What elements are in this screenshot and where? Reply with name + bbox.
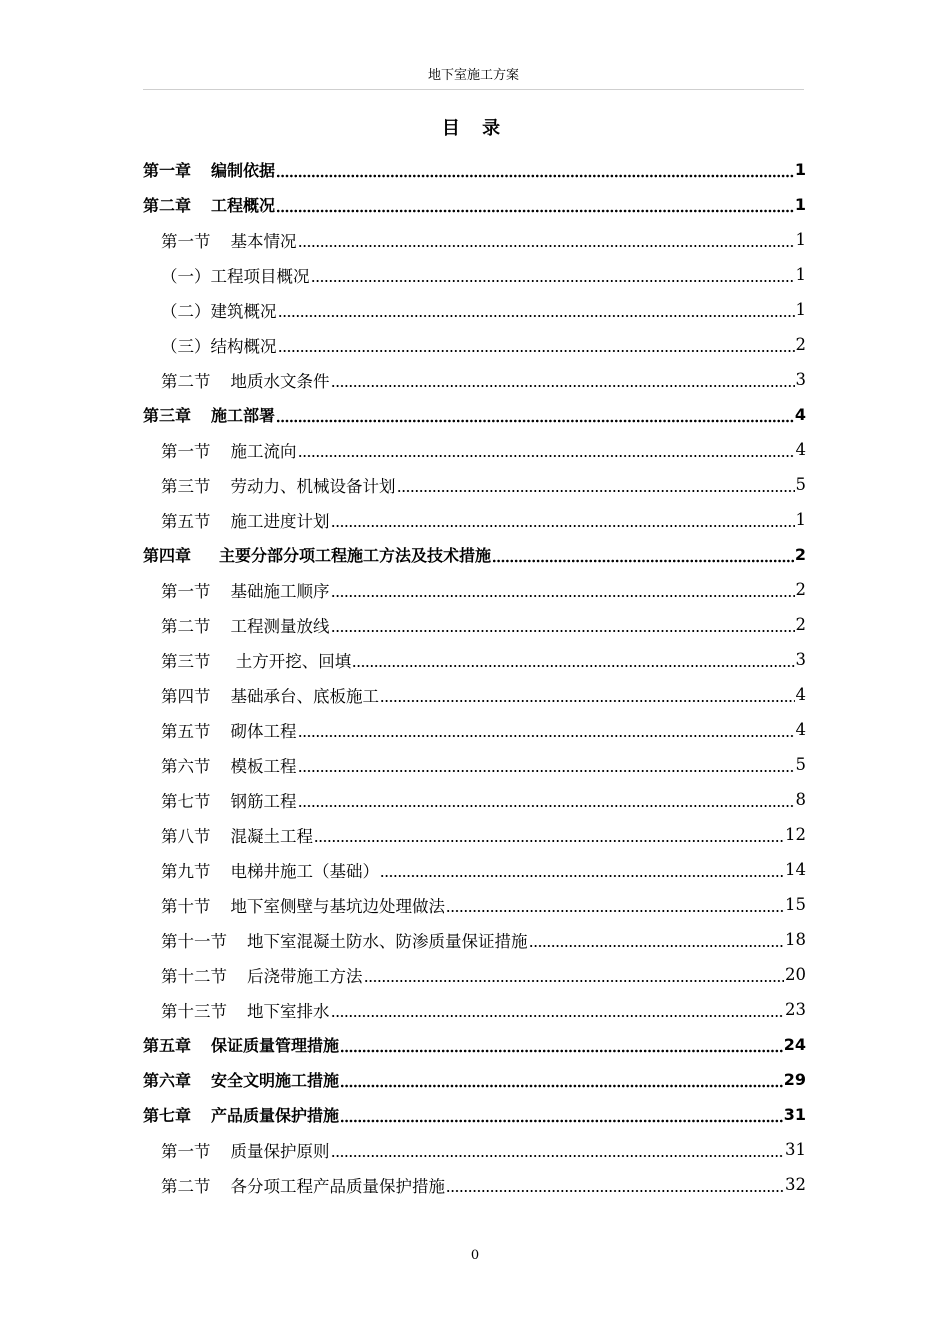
toc-entry-number: 第六章 <box>143 1071 192 1090</box>
toc-entry-label <box>161 1138 330 1162</box>
toc-entry-page: 23 <box>785 1000 806 1019</box>
toc-title: 目 录 <box>441 118 509 139</box>
toc-entry-label <box>143 1068 339 1091</box>
toc-entry[interactable] <box>143 957 806 992</box>
toc-leader-dots <box>340 1105 783 1125</box>
toc-entry-number: 第二节 <box>161 1176 211 1196</box>
toc-entry-label <box>161 263 310 287</box>
toc-entry-number: 第五节 <box>161 511 211 531</box>
toc-entry-text: 基本情况 <box>230 231 297 251</box>
toc-entry-page: 14 <box>785 860 806 879</box>
toc-entry-page: 3 <box>795 370 806 389</box>
toc-entry-number: 第三节 <box>161 476 211 496</box>
toc-entry[interactable] <box>143 432 806 467</box>
toc-leader-dots <box>380 860 784 880</box>
toc-entry[interactable] <box>143 187 806 222</box>
toc-entry-label <box>161 683 379 707</box>
toc-entry-text: 劳动力、机械设备计划 <box>230 476 396 496</box>
toc-entry[interactable] <box>143 257 806 292</box>
toc-leader-dots <box>446 1175 784 1195</box>
toc-leader-dots <box>331 1000 785 1020</box>
toc-entry-label <box>161 718 297 742</box>
toc-leader-dots <box>340 1070 783 1090</box>
toc-entry[interactable] <box>143 397 806 432</box>
toc-entry[interactable] <box>143 537 806 572</box>
toc-entry[interactable] <box>143 502 806 537</box>
toc-entry-label <box>161 893 445 917</box>
toc-entry-text: （三）结构概况 <box>161 336 277 356</box>
toc-entry-label <box>161 473 396 497</box>
toc-entry-text: 主要分部分项工程施工方法及技术措施 <box>219 546 492 565</box>
toc-entry-number: 第三章 <box>143 406 192 425</box>
toc-entry-number: 第四章 <box>143 546 192 565</box>
toc-leader-dots <box>380 685 795 705</box>
toc-entry[interactable] <box>143 292 806 327</box>
toc-entry-label <box>161 753 297 777</box>
toc-entry-label <box>161 928 528 952</box>
toc-entry-page: 4 <box>794 405 806 424</box>
toc-entry-label <box>161 438 297 462</box>
toc-entry-text: 地下室排水 <box>247 1001 330 1021</box>
toc-entry[interactable] <box>143 1062 806 1097</box>
toc-entry-label <box>143 543 491 566</box>
toc-entry-text: 施工流向 <box>230 441 297 461</box>
toc-leader-dots <box>298 755 795 775</box>
toc-entry[interactable] <box>143 747 806 782</box>
toc-entry-number: 第七章 <box>143 1106 192 1125</box>
toc-entry-page: 12 <box>785 825 806 844</box>
toc-leader-dots <box>276 195 794 215</box>
toc-entry-number: 第十二节 <box>161 966 227 986</box>
toc-entry-text: 产品质量保护措施 <box>211 1106 340 1125</box>
toc-leader-dots <box>331 1140 785 1160</box>
toc-entry-number: 第一章 <box>143 161 192 180</box>
toc-leader-dots <box>352 650 794 670</box>
toc-entry-page: 31 <box>783 1105 806 1124</box>
toc-entry-page: 5 <box>795 475 806 494</box>
toc-leader-dots <box>298 790 795 810</box>
toc-entry[interactable] <box>143 642 806 677</box>
toc-leader-dots <box>278 300 795 320</box>
toc-entry[interactable] <box>143 467 806 502</box>
toc-entry-text: 砌体工程 <box>230 721 297 741</box>
toc-entry[interactable] <box>143 782 806 817</box>
toc-entry-text: （一）工程项目概况 <box>161 266 310 286</box>
toc-leader-dots <box>397 475 795 495</box>
toc-leader-dots <box>278 335 795 355</box>
toc-entry-label <box>143 1033 339 1056</box>
toc-entry[interactable] <box>143 817 806 852</box>
toc-entry[interactable] <box>143 152 806 187</box>
toc-entry-number: 第三节 <box>161 651 211 671</box>
toc-entry-number: 第十三节 <box>161 1001 227 1021</box>
page-header: 地下室施工方案 <box>143 66 804 90</box>
toc-leader-dots <box>276 405 794 425</box>
toc-entry-label <box>161 508 330 532</box>
toc-leader-dots <box>331 615 795 635</box>
toc-entry-number: 第五节 <box>161 721 211 741</box>
toc-entry-label <box>161 998 330 1022</box>
toc-entry[interactable] <box>143 1167 806 1202</box>
toc-entry-text: 电梯井施工（基础） <box>230 861 379 881</box>
toc-entry-number: 第二节 <box>161 616 211 636</box>
toc-entry-label <box>161 788 297 812</box>
toc-entry-label <box>161 858 379 882</box>
toc-entry-page: 4 <box>795 685 806 704</box>
toc-entry-label <box>143 1103 339 1126</box>
toc-entry-text: 工程概况 <box>211 196 276 215</box>
toc-entry-number: 第五章 <box>143 1036 192 1055</box>
toc-entry[interactable] <box>143 362 806 397</box>
toc-entry-label <box>143 193 275 216</box>
toc-entry-number: 第四节 <box>161 686 211 706</box>
toc-entry-label <box>161 1173 445 1197</box>
toc-entry-text: 编制依据 <box>211 161 276 180</box>
toc-entry-label <box>143 158 275 181</box>
toc-entry-page: 29 <box>783 1070 806 1089</box>
toc-entry-label <box>161 613 330 637</box>
toc-entry-number: 第十节 <box>161 896 211 916</box>
toc-entry-text: 土方开挖、回填 <box>230 651 352 671</box>
page-number: 0 <box>470 1248 480 1263</box>
toc-entry-page: 1 <box>794 160 806 179</box>
toc-entry-text: 地下室侧壁与基坑边处理做法 <box>230 896 445 916</box>
toc-entry-text: 工程测量放线 <box>230 616 330 636</box>
toc-entry-label <box>161 368 330 392</box>
toc-entry-page: 18 <box>785 930 806 949</box>
toc-entry[interactable] <box>143 327 806 362</box>
toc-entry[interactable] <box>143 1097 806 1132</box>
toc-entry[interactable] <box>143 712 806 747</box>
toc-entry-text: 安全文明施工措施 <box>211 1071 340 1090</box>
toc-entry-page: 2 <box>795 615 806 634</box>
toc-entry-label <box>161 823 313 847</box>
toc-leader-dots <box>276 160 794 180</box>
toc-entry[interactable] <box>143 922 806 957</box>
toc-entry-page: 1 <box>795 300 806 319</box>
toc-entry-number: 第六节 <box>161 756 211 776</box>
toc-entry-number: 第七节 <box>161 791 211 811</box>
toc-entry-text: 基础施工顺序 <box>230 581 330 601</box>
toc-entry-text: 基础承台、底板施工 <box>230 686 379 706</box>
toc-entry-page: 4 <box>795 720 806 739</box>
toc-entry-text: 后浇带施工方法 <box>247 966 363 986</box>
toc-entry-page: 5 <box>795 755 806 774</box>
toc-leader-dots <box>331 510 795 530</box>
toc-entry-page: 2 <box>795 580 806 599</box>
toc-leader-dots <box>298 440 795 460</box>
toc-entry-page: 1 <box>794 195 806 214</box>
toc-entry-text: 地质水文条件 <box>230 371 330 391</box>
toc-entry-page: 20 <box>785 965 806 984</box>
toc-entry-label <box>161 963 363 987</box>
toc-entry[interactable] <box>143 1027 806 1062</box>
toc-entry[interactable] <box>143 852 806 887</box>
toc-entry-number: 第一节 <box>161 231 211 251</box>
toc-entry-label <box>143 403 275 426</box>
toc-entry-label <box>161 578 330 602</box>
toc-entry-page: 15 <box>785 895 806 914</box>
toc-entry-number: 第二章 <box>143 196 192 215</box>
toc-entry-page: 31 <box>785 1140 806 1159</box>
toc-entry-text: 混凝土工程 <box>230 826 313 846</box>
toc-entry[interactable] <box>143 1132 806 1167</box>
toc-entry-number: 第一节 <box>161 581 211 601</box>
toc-entry-page: 1 <box>795 265 806 284</box>
toc-entry-page: 24 <box>783 1035 806 1054</box>
toc-entry-text: 各分项工程产品质量保护措施 <box>230 1176 445 1196</box>
toc-entry[interactable] <box>143 887 806 922</box>
toc-entry-page: 1 <box>795 230 806 249</box>
toc-entry-page: 8 <box>795 790 806 809</box>
toc-entry-number: 第一节 <box>161 441 211 461</box>
toc-leader-dots <box>311 265 795 285</box>
toc-entry-text: 施工进度计划 <box>230 511 330 531</box>
toc-entry-text: 地下室混凝土防水、防渗质量保证措施 <box>247 931 528 951</box>
toc-entry-page: 32 <box>785 1175 806 1194</box>
toc-entry-number: 第八节 <box>161 826 211 846</box>
toc-entry-number: 第十一节 <box>161 931 227 951</box>
toc-entry-label <box>161 228 297 252</box>
table-of-contents <box>143 152 806 1202</box>
toc-leader-dots <box>364 965 785 985</box>
toc-entry[interactable] <box>143 992 806 1027</box>
toc-leader-dots <box>340 1035 783 1055</box>
toc-entry-text: 钢筋工程 <box>230 791 297 811</box>
toc-leader-dots <box>446 895 784 915</box>
toc-entry-label <box>161 648 351 672</box>
toc-entry[interactable] <box>143 677 806 712</box>
toc-leader-dots <box>492 545 794 565</box>
toc-entry-page: 4 <box>795 440 806 459</box>
toc-entry[interactable] <box>143 607 806 642</box>
toc-leader-dots <box>298 230 795 250</box>
toc-entry-number: 第一节 <box>161 1141 211 1161</box>
toc-entry-text: 施工部署 <box>211 406 276 425</box>
toc-leader-dots <box>314 825 784 845</box>
toc-entry-number: 第二节 <box>161 371 211 391</box>
toc-entry-label <box>161 333 277 357</box>
toc-leader-dots <box>529 930 785 950</box>
toc-entry-page: 2 <box>794 545 806 564</box>
toc-leader-dots <box>298 720 795 740</box>
toc-entry-page: 1 <box>795 510 806 529</box>
toc-leader-dots <box>331 580 795 600</box>
toc-entry-page: 2 <box>795 335 806 354</box>
toc-entry-page: 3 <box>795 650 806 669</box>
toc-entry-text: 保证质量管理措施 <box>211 1036 340 1055</box>
toc-entry[interactable] <box>143 222 806 257</box>
toc-entry-text: 模板工程 <box>230 756 297 776</box>
toc-entry-text: （二）建筑概况 <box>161 301 277 321</box>
toc-entry-label <box>161 298 277 322</box>
toc-entry-text: 质量保护原则 <box>230 1141 330 1161</box>
toc-entry-number: 第九节 <box>161 861 211 881</box>
toc-leader-dots <box>331 370 795 390</box>
toc-entry[interactable] <box>143 572 806 607</box>
